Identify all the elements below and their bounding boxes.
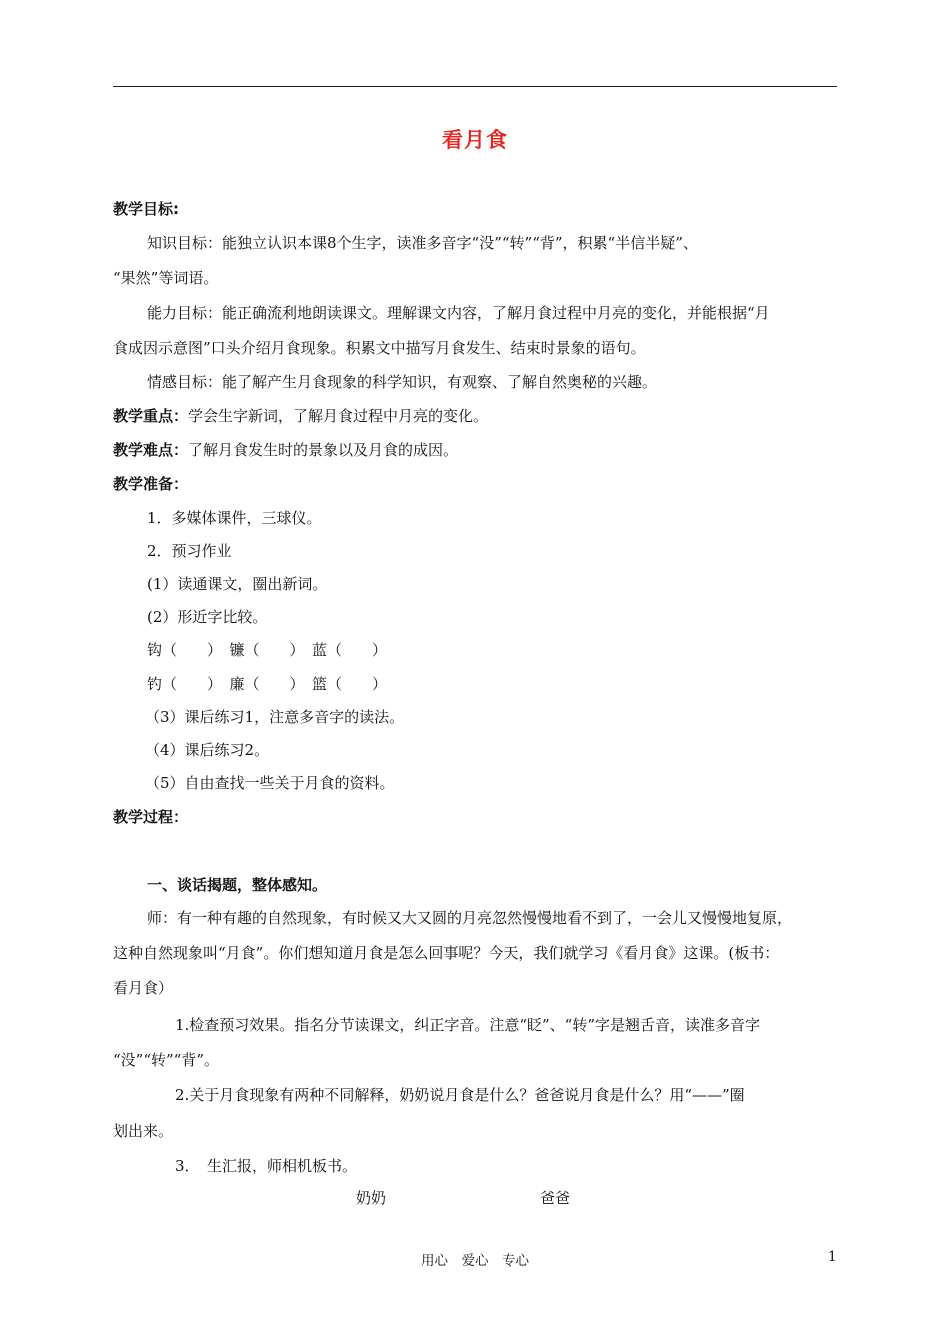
step1-line1: 1.检查预习效果。指名分节读课文，纠正字音。注意“眨”、“转”字是翘舌音，读准多音字 xyxy=(175,1016,760,1034)
section1-heading: 一、谈话揭题，整体感知。 xyxy=(147,876,328,894)
step2-line1: 2.关于月食现象有两种不同解释，奶奶说月食是什么？爸爸说月食是什么？用“——”圈 xyxy=(175,1086,745,1104)
difficulty xyxy=(113,439,458,461)
prep-subitem-5: （5）自由查找一些关于月食的资料。 xyxy=(145,774,395,792)
page-number: 1 xyxy=(828,1249,837,1265)
knowledge-objective-line2: “果然”等词语。 xyxy=(113,269,219,287)
teacher-intro-line3: 看月食） xyxy=(113,979,174,997)
dad-label: 爸爸 xyxy=(540,1189,571,1207)
teacher-intro-line1: 师：有一种有趣的自然现象，有时候又大又圆的月亮忽然慢慢地看不到了，一会儿又慢慢地复原， xyxy=(147,909,793,927)
key-point-text: 学会生字新词，了解月食过程中月亮的变化。 xyxy=(188,407,489,425)
step1-line2: “没”“转”“背”。 xyxy=(113,1051,220,1069)
difficulty-text: 了解月食发生时的景象以及月食的成因。 xyxy=(188,441,459,459)
step3-line: 3． 生汇报，师相机板书。 xyxy=(175,1157,358,1175)
ability-objective-line2: 食成因示意图”口头介绍月食现象。积累文中描写月食发生、结束时景象的语句。 xyxy=(113,339,646,357)
knowledge-objective-line1: 知识目标：能独立认识本课8个生字，读准多音字“没”“转”“背”，积累“半信半疑”、 xyxy=(147,234,698,252)
prep-subitem-3: （3）课后练习1，注意多音字的读法。 xyxy=(145,708,405,726)
preparation-heading: 教学准备： xyxy=(113,475,189,493)
difficulty-label: 教学难点： xyxy=(113,441,189,459)
key-point-label: 教学重点： xyxy=(113,407,189,425)
teacher-intro-line2: 这种自然现象叫“月食”。你们想知道月食是怎么回事呢？今天，我们就学习《看月食》这课。(板书： xyxy=(113,944,780,962)
ability-objective-line1: 能力目标：能正确流利地朗读课文。理解课文内容，了解月食过程中月亮的变化，并能根据“月 xyxy=(147,304,770,322)
emotion-objective: 情感目标：能了解产生月食现象的科学知识，有观察、了解自然奥秘的兴趣。 xyxy=(147,373,658,391)
process-heading: 教学过程： xyxy=(113,808,189,826)
grandma-label: 奶奶 xyxy=(356,1189,387,1207)
prep-item-2: 2．预习作业 xyxy=(147,542,232,560)
char-compare-row2: 钓（ ） 廉（ ） 篮（ ） xyxy=(147,675,388,693)
key-point xyxy=(113,405,488,427)
footer-motto: 用心 爱心 专心 xyxy=(421,1253,529,1269)
document-title: 看月食 xyxy=(442,128,508,152)
step2-line2: 划出来。 xyxy=(113,1122,174,1140)
char-compare-row1: 钩（ ） 镰（ ） 蓝（ ） xyxy=(147,641,388,659)
objectives-heading: 教学目标: xyxy=(113,200,179,218)
prep-item-1: 1．多媒体课件，三球仪。 xyxy=(147,509,322,527)
header-rule xyxy=(113,86,837,87)
prep-subitem-1: (1）读通课文，圈出新词。 xyxy=(147,575,328,593)
prep-subitem-4: （4）课后练习2。 xyxy=(145,741,270,759)
prep-subitem-2: (2）形近字比较。 xyxy=(147,608,268,626)
